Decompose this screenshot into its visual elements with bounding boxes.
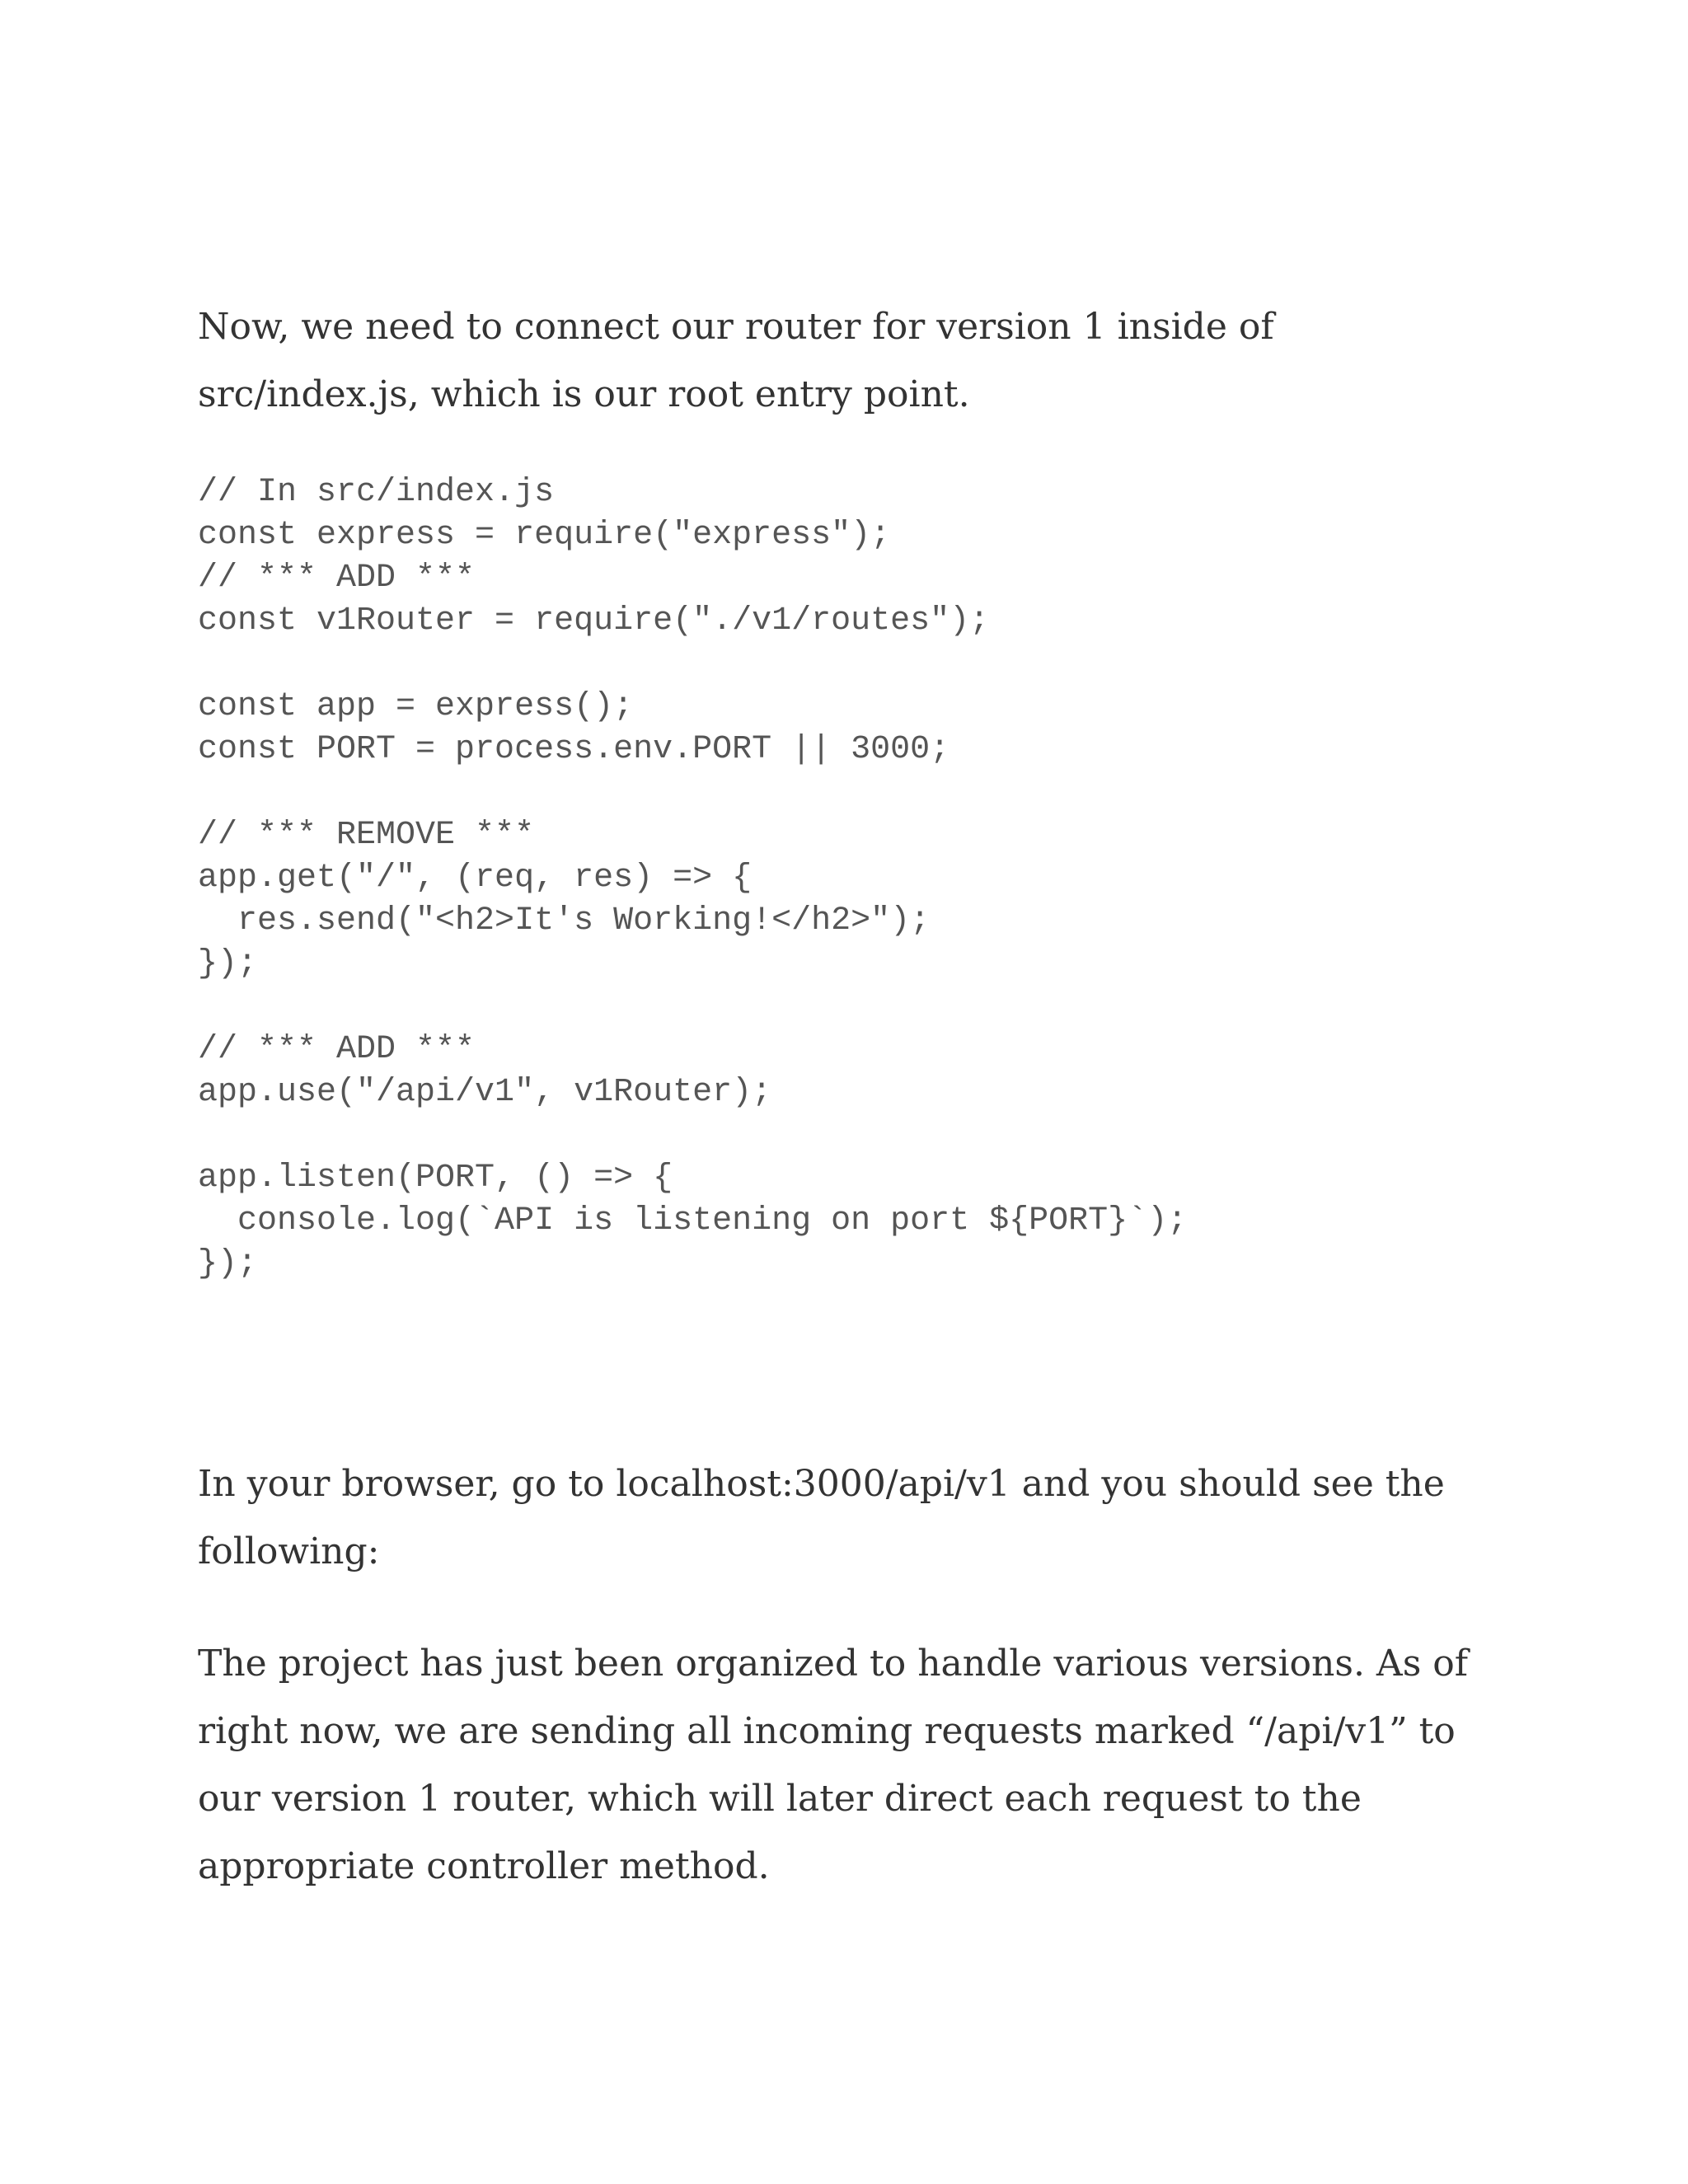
code-line: console.log(`API is listening on port ${PORT}`); (198, 1202, 1188, 1240)
explanation-paragraph: The project has just been organized to handle various versions. As of right now, we are sending all incoming requests marked “/api/v1” to our version 1 router, which will later direct each request to the appropriate controller method. (198, 1643, 1469, 1887)
code-line: res.send("<h2>It's Working!</h2>"); (198, 902, 931, 940)
code-line: const PORT = process.env.PORT || 3000; (198, 731, 950, 768)
code-line: // In src/index.js (198, 474, 555, 511)
code-block (198, 471, 1500, 1286)
code-line: app.listen(PORT, () => { (198, 1160, 673, 1197)
browser-instruction-paragraph: In your browser, go to localhost:3000/api/v1 and you should see the following: (198, 1463, 1445, 1572)
code-line: }); (198, 945, 258, 982)
code-line: // *** ADD *** (198, 560, 476, 597)
code-line: // *** REMOVE *** (198, 817, 535, 854)
code-line: app.get("/", (req, res) => { (198, 860, 753, 897)
code-line: const express = require("express"); (198, 517, 891, 554)
code-line: app.use("/api/v1", v1Router); (198, 1074, 772, 1111)
code-line (198, 986, 1500, 1029)
code-line (198, 1114, 1500, 1157)
code-line: const v1Router = require("./v1/routes"); (198, 602, 990, 640)
code-line (198, 771, 1500, 814)
code-line: const app = express(); (198, 688, 634, 725)
code-line (198, 643, 1500, 686)
code-line: }); (198, 1245, 258, 1282)
intro-paragraph: Now, we need to connect our router for version 1 inside of src/index.js, which is our root entry point. (198, 306, 1274, 415)
code-line: // *** ADD *** (198, 1031, 476, 1068)
